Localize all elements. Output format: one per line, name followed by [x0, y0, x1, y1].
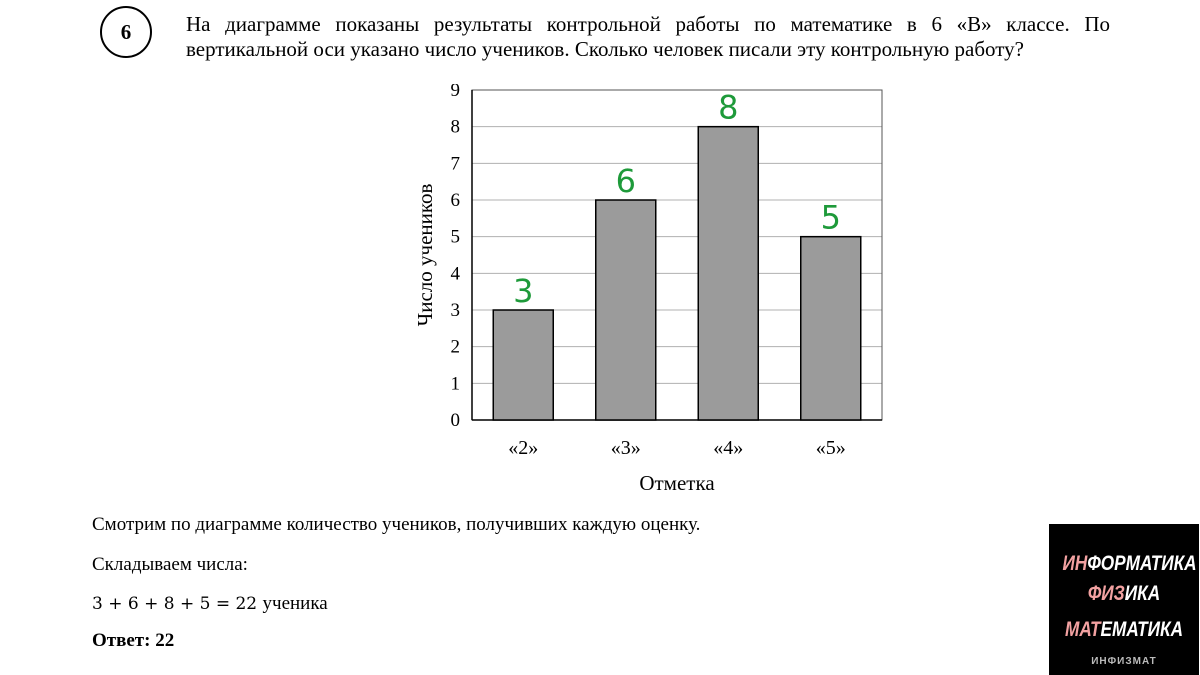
sum-expression: 3 + 6 + 8 + 5 = 22: [92, 594, 258, 614]
y-tick-label: 3: [450, 300, 460, 321]
logo-line-fizika: ФИЗИКА: [1087, 582, 1161, 605]
bar: [493, 310, 553, 420]
bar: [801, 237, 861, 420]
solution-step-1: Смотрим по диаграмме количество учеников, получивших каждую оценку.: [92, 514, 701, 535]
solution-step-2: Складываем числа:: [92, 554, 248, 575]
infizmat-logo: [1049, 524, 1199, 675]
sum-unit-word: ученика: [262, 593, 328, 614]
bar: [596, 200, 656, 420]
y-tick-label: 8: [450, 116, 460, 138]
bar: [698, 127, 758, 420]
y-tick-label: 4: [450, 263, 460, 285]
logo-line-matematika: МАТЕМАТИКА: [1064, 618, 1184, 641]
y-tick-label: 1: [450, 373, 460, 395]
y-axis-title: Число учеников: [413, 183, 437, 327]
x-tick-label: «5»: [815, 437, 846, 459]
question-text: На диаграмме показаны результаты контрольной работы по математике в 6 «В» классе. По вертикальной оси указано число учеников. Сколько человек писали эту контрольную работу?: [186, 12, 1110, 61]
handwritten-value-label: 6: [615, 162, 636, 200]
bar-chart: [390, 84, 910, 504]
y-tick-label: 2: [450, 336, 460, 358]
x-tick-label: «2»: [508, 437, 539, 459]
task-number-badge: [100, 6, 152, 58]
y-tick-label: 0: [450, 410, 460, 431]
x-tick-label: «4»: [713, 437, 744, 459]
handwritten-value-label: 3: [513, 272, 534, 310]
y-tick-label: 7: [450, 153, 460, 175]
handwritten-value-label: 5: [820, 198, 841, 237]
x-axis-title: Отметка: [639, 471, 715, 495]
handwritten-value-label: 8: [718, 88, 739, 127]
solution-expression: [92, 593, 328, 615]
task-number: 6: [120, 19, 132, 44]
x-tick-label: «3»: [610, 437, 641, 459]
answer-text: Ответ: 22: [92, 630, 175, 651]
logo-line-informatika: ИНФОРМАТИКА: [1062, 552, 1197, 575]
y-tick-label: 5: [450, 226, 460, 248]
y-tick-label: 9: [450, 84, 460, 101]
logo-line-infizmat: ИНФИЗМАТ: [1091, 656, 1157, 667]
y-tick-label: 6: [450, 190, 460, 211]
